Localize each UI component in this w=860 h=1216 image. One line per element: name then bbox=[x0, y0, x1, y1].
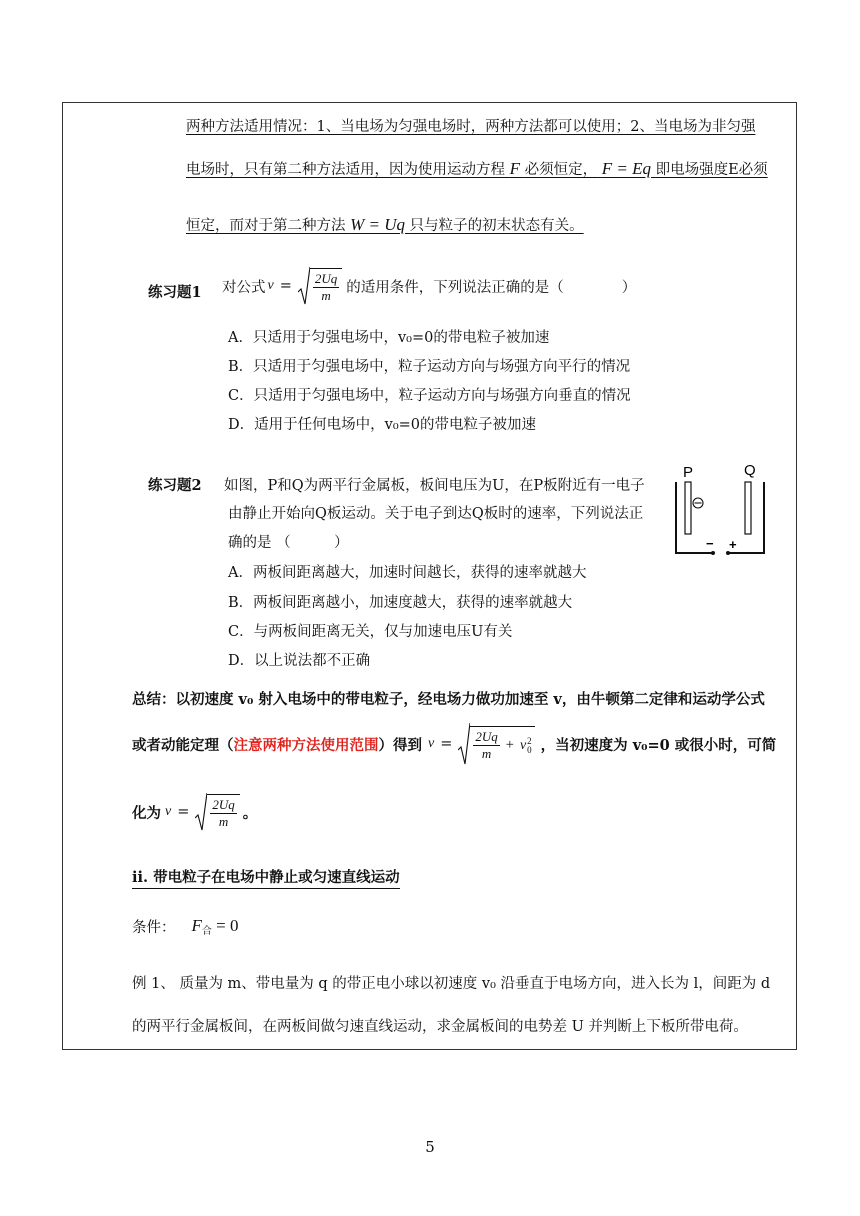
note-text: 只与粒子的初末状态有关。 bbox=[409, 218, 584, 234]
exercise-1-option-d: D．适用于任何电场中，v₀=0的带电粒子被加速 bbox=[228, 417, 537, 433]
exercise-1-option-b: B．只适用于匀强电场中，粒子运动方向与场强方向平行的情况 bbox=[228, 359, 631, 375]
note-text: 电场时，只有第二种方法适用，因为使用运动方程 bbox=[186, 162, 505, 178]
math-equals-zero: = 0 bbox=[216, 916, 239, 935]
fraction-denominator: m bbox=[481, 746, 492, 761]
exercise-2-option-c: C．与两板间距离无关，仅与加速电压U有关 bbox=[228, 624, 513, 640]
superscript: 2 bbox=[527, 735, 532, 746]
summary-text: 。 bbox=[242, 804, 258, 822]
fraction-numerator: 2Uq bbox=[475, 729, 498, 744]
math-v: v bbox=[428, 736, 435, 751]
summary-highlight: 注意两种方法使用范围 bbox=[233, 736, 379, 754]
summary-text: 或者动能定理（ bbox=[132, 736, 234, 754]
note-line-3 bbox=[186, 214, 584, 235]
fraction-denominator: m bbox=[218, 814, 229, 829]
exercise-2-text-2: 由静止开始向Q板运动。关于电子到达Q板时的速率，下列说法正 bbox=[228, 506, 644, 522]
exercise-2-option-a: A．两板间距离越大，加速时间越长，获得的速率就越大 bbox=[228, 565, 587, 581]
plate-p bbox=[685, 482, 691, 534]
note-line-1: 两种方法适用情况：1、当电场为匀强电场时，两种方法都可以使用；2、当电场为非匀强 bbox=[186, 119, 756, 135]
math-F-Eq: F = Eq bbox=[601, 159, 651, 178]
condition-label: 条件： bbox=[132, 920, 176, 936]
exercise-1-option-c: C．只适用于匀强电场中，粒子运动方向与场强方向垂直的情况 bbox=[228, 388, 631, 404]
note-line-2 bbox=[186, 158, 768, 179]
exercise-2-label: 练习题2 bbox=[148, 477, 202, 494]
exercise-2-option-b: B．两板间距离越小，加速度越大，获得的速率就越大 bbox=[228, 595, 573, 611]
math-equals: = bbox=[279, 278, 292, 294]
fraction-numerator: 2Uq bbox=[212, 797, 235, 812]
sqrt-formula-simplified bbox=[195, 792, 239, 832]
summary-line-2 bbox=[132, 722, 776, 766]
exercise-1-prompt bbox=[222, 266, 636, 306]
math-plus: + bbox=[505, 737, 514, 753]
sqrt-formula-full bbox=[458, 722, 534, 766]
sqrt-formula bbox=[298, 266, 342, 306]
exercise-2-option-d: D．以上说法都不正确 bbox=[228, 653, 371, 669]
plate-q bbox=[745, 482, 751, 534]
plate-p-label: P bbox=[683, 464, 694, 481]
note-text: 即电场强度E必须 bbox=[655, 162, 768, 178]
summary-text: 化为 bbox=[132, 804, 161, 822]
terminal-plus: + bbox=[729, 537, 737, 552]
math-equals: = bbox=[440, 736, 453, 752]
section-heading: ii. 带电粒子在电场中静止或匀速直线运动 bbox=[132, 866, 400, 889]
fraction-numerator: 2Uq bbox=[314, 270, 338, 286]
subscript: 0 bbox=[527, 744, 532, 755]
note-text: 恒定，而对于第二种方法 bbox=[186, 218, 346, 234]
summary-text: ）得到 bbox=[378, 736, 422, 754]
exercise-2-text-3: 确的是 （ ） bbox=[228, 535, 349, 551]
math-v: v bbox=[267, 278, 274, 293]
exercise-1-label: 练习题1 bbox=[148, 284, 202, 301]
plate-q-label: Q bbox=[744, 462, 756, 479]
exercise-2-text-1: 如图，P和Q为两平行金属板，板间电压为U，在P板附近有一电子 bbox=[224, 478, 645, 494]
example-1-line-2: 的两平行金属板间，在两板间做匀速直线运动，求金属板间的电势差 U 并判断上下板所带电荷。 bbox=[132, 1019, 748, 1035]
condition-formula bbox=[192, 916, 239, 937]
parallel-plates-figure bbox=[666, 458, 772, 558]
math-v0-squared bbox=[520, 737, 532, 755]
prompt-text: 对公式 bbox=[222, 279, 266, 296]
note-text: 必须恒定， bbox=[524, 162, 598, 178]
math-v: v bbox=[165, 804, 172, 819]
math-v: v bbox=[519, 737, 527, 753]
summary-line-3 bbox=[132, 792, 257, 832]
math-equals: = bbox=[177, 804, 190, 820]
exercise-1-option-a: A．只适用于匀强电场中，v₀=0的带电粒子被加速 bbox=[228, 330, 550, 346]
subscript: 合 bbox=[201, 926, 212, 937]
fraction-denominator: m bbox=[321, 287, 331, 303]
example-1-line-1: 例 1、 质量为 m、带电量为 q 的带正电小球以初速度 v₀ 沿垂直于电场方向，进入长为 l，间距为 d bbox=[132, 976, 771, 992]
terminal-minus: − bbox=[706, 536, 714, 551]
page-number: 5 bbox=[425, 1138, 435, 1156]
math-W-Uq: W = Uq bbox=[350, 215, 406, 234]
math-F: F bbox=[509, 159, 520, 178]
summary-text: ，当初速度为 v₀=0 或很小时，可简 bbox=[540, 736, 777, 754]
summary-line-1: 总结：以初速度 v₀ 射入电场中的带电粒子，经电场力做功加速至 v，由牛顿第二定律和运动学公式 bbox=[132, 691, 765, 708]
condition-line bbox=[132, 916, 238, 937]
math-F: F bbox=[191, 916, 202, 935]
prompt-text: 的适用条件，下列说法正确的是（ ） bbox=[346, 279, 637, 296]
